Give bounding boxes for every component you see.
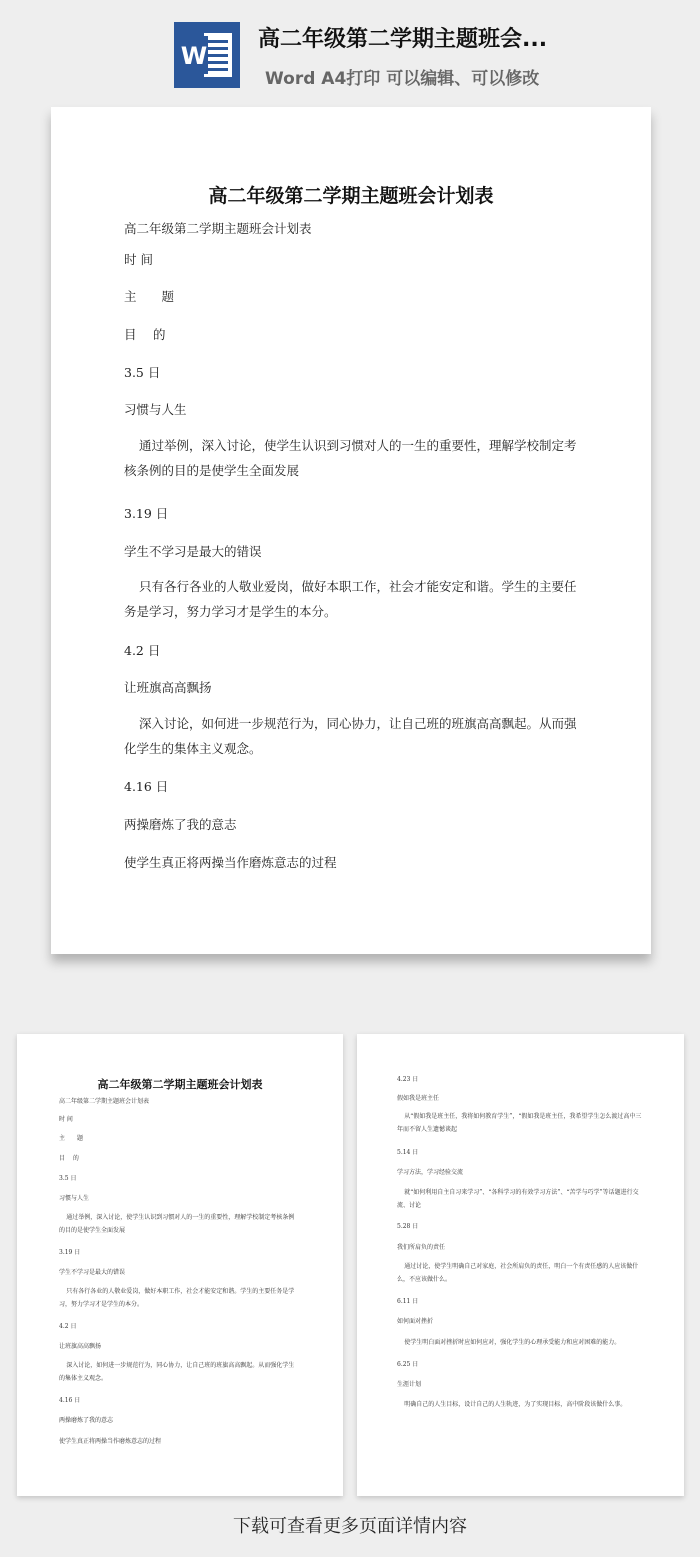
doc-line: 目 的 xyxy=(124,327,166,342)
thumb-line: 生涯计划 xyxy=(397,1381,422,1388)
doc-line: 主 题 xyxy=(124,289,175,304)
thumb-paragraph: 只有各行各业的人敬业爱岗，做好本职工作，社会才能安定和谐。学生的主要任务是学习，努力学习才是学生的本分。 xyxy=(59,1288,295,1308)
thumb-paragraph: 使学生明白面对挫折时应如何应对，强化学生的心理承受能力和应对困难的能力。 xyxy=(404,1339,621,1346)
thumb-line: 6.11 日 xyxy=(397,1298,419,1305)
thumb-line: 习惯与人生 xyxy=(59,1195,90,1202)
thumb-line: 6.25 日 xyxy=(397,1361,419,1368)
thumbnail-page-1[interactable] xyxy=(17,1034,343,1496)
doc-paragraph: 通过举例，深入讨论，使学生认识到习惯对人的一生的重要性，理解学校制定考核条例的目的是使学生全面发展 xyxy=(124,438,577,478)
doc-line: 高二年级第二学期主题班会计划表 xyxy=(124,221,312,236)
thumb-line: 4.16 日 xyxy=(59,1397,81,1404)
thumb-line: 主 题 xyxy=(59,1135,84,1142)
svg-text:W: W xyxy=(180,42,208,70)
footer-more-pages-link[interactable]: 下载可查看更多页面详情内容 xyxy=(233,1516,467,1537)
doc-line: 两操磨炼了我的意志 xyxy=(124,817,237,832)
thumb-line: 学习方法，学习经验交流 xyxy=(397,1169,464,1176)
doc-line: 习惯与人生 xyxy=(124,402,187,417)
thumbnail-page-2[interactable] xyxy=(357,1034,684,1496)
thumb-line: 让班旗高高飘扬 xyxy=(59,1343,102,1350)
doc-line: 3.19 日 xyxy=(124,506,169,521)
thumb-line: 3.5 日 xyxy=(59,1175,77,1182)
thumb-line: 两操磨炼了我的意志 xyxy=(59,1417,114,1424)
header-title: 高二年级第二学期主题班会... xyxy=(258,27,548,52)
thumb-line: 时 间 xyxy=(59,1116,73,1123)
thumb-line: 假如我是班主任 xyxy=(397,1095,440,1102)
thumb-paragraph: 从“假如我是班主任，我将如何教育学生”，“假如我是班主任，我希望学生怎么渡过高中三年而不留人生遗憾谈起 xyxy=(397,1113,642,1133)
thumb-line: 如何面对挫折 xyxy=(397,1318,434,1325)
doc-line: 4.2 日 xyxy=(124,643,161,658)
main-page-preview xyxy=(51,107,651,954)
header xyxy=(0,0,700,100)
doc-line: 3.5 日 xyxy=(124,365,161,380)
thumb-line: 目 的 xyxy=(59,1155,79,1162)
thumbnail-title: 高二年级第二学期主题班会计划表 xyxy=(97,1078,263,1091)
thumb-line: 使学生真正将两操当作磨炼意志的过程 xyxy=(59,1438,162,1445)
thumb-paragraph: 就“如何利用自主自习来学习”、“各科学习的有效学习方法”、“苦学与巧学”等话题进行交流、讨论 xyxy=(397,1189,639,1209)
thumb-paragraph: 明确自己的人生目标，设计自己的人生轨迹，为了实现目标，高中阶段该做什么事。 xyxy=(404,1401,627,1408)
thumb-paragraph: 通过讨论，使学生明确自己对家庭，社会所肩负的责任，明白一个有责任感的人应该做什么，不应该做什么。 xyxy=(397,1263,639,1283)
thumb-paragraph: 通过举例，深入讨论，使学生认识到习惯对人的一生的重要性，理解学校制定考核条例的目的是使学生全面发展 xyxy=(59,1214,295,1234)
thumb-paragraph: 深入讨论，如何进一步规范行为，同心协力，让自己班的班旗高高飘起。从而强化学生的集体主义观念。 xyxy=(59,1362,295,1382)
thumb-line: 高二年级第二学期主题班会计划表 xyxy=(59,1098,150,1105)
thumb-line: 学生不学习是最大的错误 xyxy=(59,1269,126,1276)
header-subtitle: Word A4打印 可以编辑、可以修改 xyxy=(265,69,540,89)
doc-paragraph: 只有各行各业的人敬业爱岗，做好本职工作，社会才能安定和谐。学生的主要任务是学习，努力学习才是学生的本分。 xyxy=(124,579,577,619)
word-icon xyxy=(174,22,240,88)
thumb-line: 4.2 日 xyxy=(59,1323,77,1330)
doc-line: 使学生真正将两操当作磨炼意志的过程 xyxy=(124,855,337,870)
doc-paragraph: 深入讨论，如何进一步规范行为，同心协力，让自己班的班旗高高飘起。从而强化学生的集体主义观念。 xyxy=(124,716,577,756)
thumb-line: 3.19 日 xyxy=(59,1249,81,1256)
thumb-line: 5.28 日 xyxy=(397,1223,419,1230)
doc-line: 让班旗高高飘扬 xyxy=(124,680,212,695)
thumb-line: 4.23 日 xyxy=(397,1076,419,1083)
doc-line: 4.16 日 xyxy=(124,779,169,794)
thumb-line: 我们所肩负的责任 xyxy=(397,1244,446,1251)
doc-line: 时 间 xyxy=(124,252,153,267)
doc-line: 学生不学习是最大的错误 xyxy=(124,544,262,559)
document-title: 高二年级第二学期主题班会计划表 xyxy=(208,185,494,207)
thumb-line: 5.14 日 xyxy=(397,1149,419,1156)
